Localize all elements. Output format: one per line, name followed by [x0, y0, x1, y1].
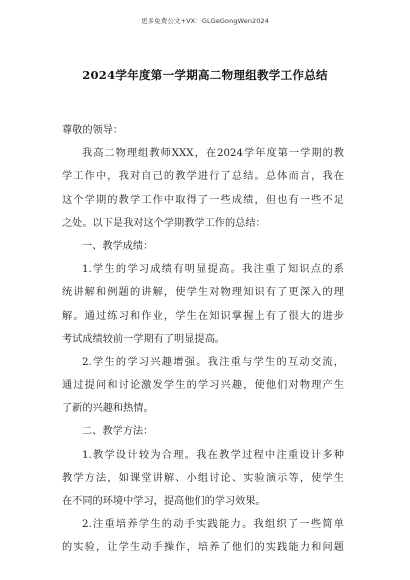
- text-line: 教学方法，如课堂讲解、小组讨论、实验演示等，使学生: [62, 472, 344, 484]
- text-line: 之处。以下是我对这个学期教学工作的总结：: [62, 217, 266, 229]
- text-line: 统讲解和例题的讲解，使学生对物理知识有了更深入的理: [62, 287, 344, 299]
- text-line: 2.注重培养学生的动手实践能力。我组织了一些简单: [82, 519, 344, 531]
- text-line: 1.教学设计较为合理。我在教学过程中注重设计多种: [82, 449, 344, 461]
- text-line: 这个学期的教学工作中取得了一些成绩，但也有一些不足: [62, 194, 344, 206]
- salutation: 尊敬的领导：: [62, 125, 124, 136]
- text-line: 二、教学方法：: [82, 426, 154, 438]
- text-line: 在不同的环境中学习，提高他们的学习效果。: [62, 496, 266, 507]
- text-line: 通过提问和讨论激发学生的学习兴趣，使他们对物理产生: [62, 380, 344, 392]
- text-line: 2.学生的学习兴趣增强。我注重与学生的互动交流，: [82, 356, 344, 368]
- text-line: 1.学生的学习成绩有明显提高。我注重了知识点的系: [82, 264, 344, 276]
- paragraph-lines: [62, 142, 344, 559]
- text-line: 考试成绩较前一学期有了明显提高。: [62, 333, 225, 345]
- text-line: 一、教学成绩：: [82, 240, 154, 252]
- text-line: 的实验，让学生动手操作，培养了他们的实践能力和问题: [62, 542, 344, 554]
- text-line: 了新的兴趣和热情。: [62, 403, 154, 415]
- document-title: 2024学年度第一学期高二物理组教学工作总结: [82, 68, 328, 82]
- text-line: 我高二物理组教师XXX，在2024学年度第一学期的教: [82, 148, 344, 160]
- text-line: 学工作中，我对自己的教学进行了总结。总体而言，我在: [62, 171, 344, 183]
- document-body: [62, 119, 344, 560]
- header-watermark: 更多免费公文+VX：GLGeGongWen2024: [140, 17, 269, 25]
- text-line: 解。通过练习和作业，学生在知识掌握上有了很大的进步: [62, 310, 344, 322]
